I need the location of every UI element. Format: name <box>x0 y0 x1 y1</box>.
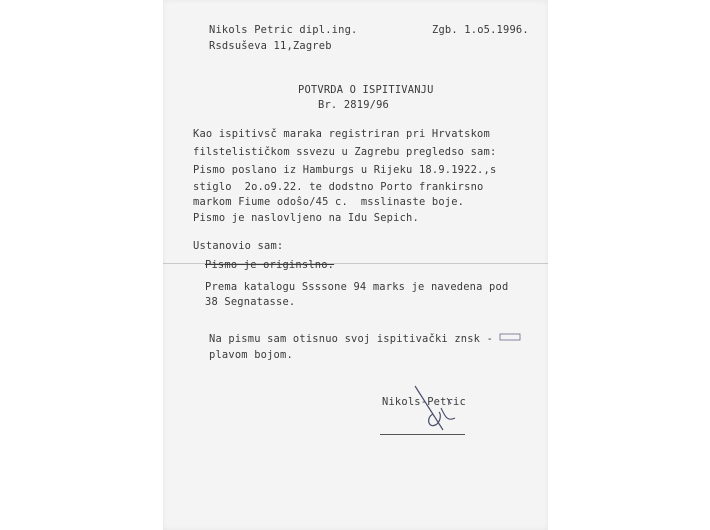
document-title: POTVRDA O ISPITIVANJU <box>298 84 434 96</box>
handwritten-signature-icon <box>395 378 475 438</box>
date-place: Zgb. 1.o5.1996. <box>432 24 529 36</box>
paragraph-line: stiglo 2o.o9.22. te dodstno Porto frankirsno <box>193 181 484 193</box>
established-heading: Ustanovio sam: <box>193 240 284 252</box>
stamp-statement-line: Na pismu sam otisnuo svoj ispitivački znsk - <box>209 333 494 345</box>
author-name: Nikols Petric dipl.ing. <box>209 24 358 36</box>
finding-original: Pismo je originslno. <box>205 259 335 271</box>
paragraph-line: filstelističkom ssvezu u Zagrebu pregledso sam: <box>193 146 497 158</box>
stamp-statement-line: plavom bojom. <box>209 349 293 361</box>
certificate-number: Br. 2819/96 <box>318 99 390 111</box>
paragraph-line: markom Fiume odoŝo/45 c. msslinaste boje. <box>193 196 465 208</box>
finding-catalogue-line: 38 Segnatasse. <box>205 296 296 308</box>
small-stamp-mark <box>498 332 524 344</box>
paragraph-line: Pismo poslano iz Hamburgs u Rijeku 18.9.1922.,s <box>193 164 497 176</box>
finding-catalogue-line: Prema katalogu Ssssone 94 marks je navedena pod <box>205 281 509 293</box>
signature-line <box>380 434 465 435</box>
author-address: Rsdsuševa 11,Zagreb <box>209 40 332 52</box>
signatory-name: Nikols-Petric <box>382 396 466 408</box>
paragraph-line: Pismo je naslovljeno na Idu Sepich. <box>193 212 419 224</box>
paragraph-line: Kao ispitivsč maraka registriran pri Hrvatskom <box>193 128 490 140</box>
